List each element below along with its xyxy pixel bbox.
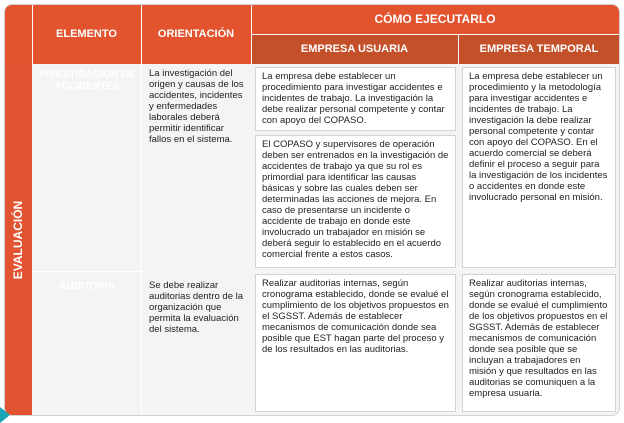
header-como-ejecutarlo: CÓMO EJECUTARLO [374,12,496,26]
usuaria-investigacion-training: El COPASO y supervisores de operación deben ser entrenados en la investigación de accidentes de trabajo ya que su rol es primordial para identificar las causas básicas y sobre las cuales deben ser determinadas las acciones de mejora. En caso de presentarse un incidente o accidente de trabajo en donde este involucrado un trabajador en misión se deberá seguir lo establecido en el acuerdo comercial frente a estos casos. [255,135,456,268]
element-label-auditoria: AUDITORIA [59,281,115,292]
orientation-auditoria: Se debe realizar auditorias dentro de la organización que permita la evaluación del sistema. [149,280,244,335]
temporal-investigacion: La empresa debe establecer un procedimiento y la metodología para investigar accidentes e incidentes de trabajo. La investigación la debe realizar personal competente y contar con apoyo del COPASO. En el acuerdo comercial se deberá definir el proceso a seguir para la investigación de los incidentes o accidentes en donde este involucrado personal en misión. [462,67,616,268]
row-divider [32,271,141,272]
header-elemento: ELEMENTO [56,28,117,40]
usuaria-auditoria: Realizar auditorias internas, según cronograma establecido, donde se evalué el cumplimiento de los objetivos propuestos en el SGSST. Además de establecer mecanismos de comunicación donde sea posible que EST hagan parte del proceso y de los resultados en las auditorias. [255,274,456,412]
section-label-wrap [5,64,32,415]
table-frame [4,4,620,416]
corner-decoration [0,407,14,423]
column-divider [141,5,142,415]
section-label: EVALUACIÓN [11,200,26,279]
header-empresa-temporal: EMPRESA TEMPORAL [479,43,599,55]
header-orientacion: ORIENTACIÓN [157,28,235,40]
orientation-investigacion: La investigación del origen y causas de los accidentes, incidentes y enfermedades laborales deberá permitir identificar fallos en el sistema. [149,68,244,145]
usuaria-investigacion-procedure: La empresa debe establecer un procedimiento para investigar accidentes e incidentes de trabajo. La investigación la debe realizar personal competente y contar con apoyo del COPASO. [255,67,456,131]
header-empresa-usuaria: EMPRESA USUARIA [300,43,409,55]
temporal-auditoria: Realizar auditorias internas, según cronograma establecido, donde se evalué el cumplimiento de los objetivos propuestos en el SGSST. Además de establecer mecanismos de comunicación donde sea posible que se incluyan a trabajadores en misión y que resultados en las auditorias se comuniquen a la empresa usuaria. [462,274,616,412]
element-label-investigacion: INVESTIGACIÓN DE ACCIDENTES [39,69,135,92]
